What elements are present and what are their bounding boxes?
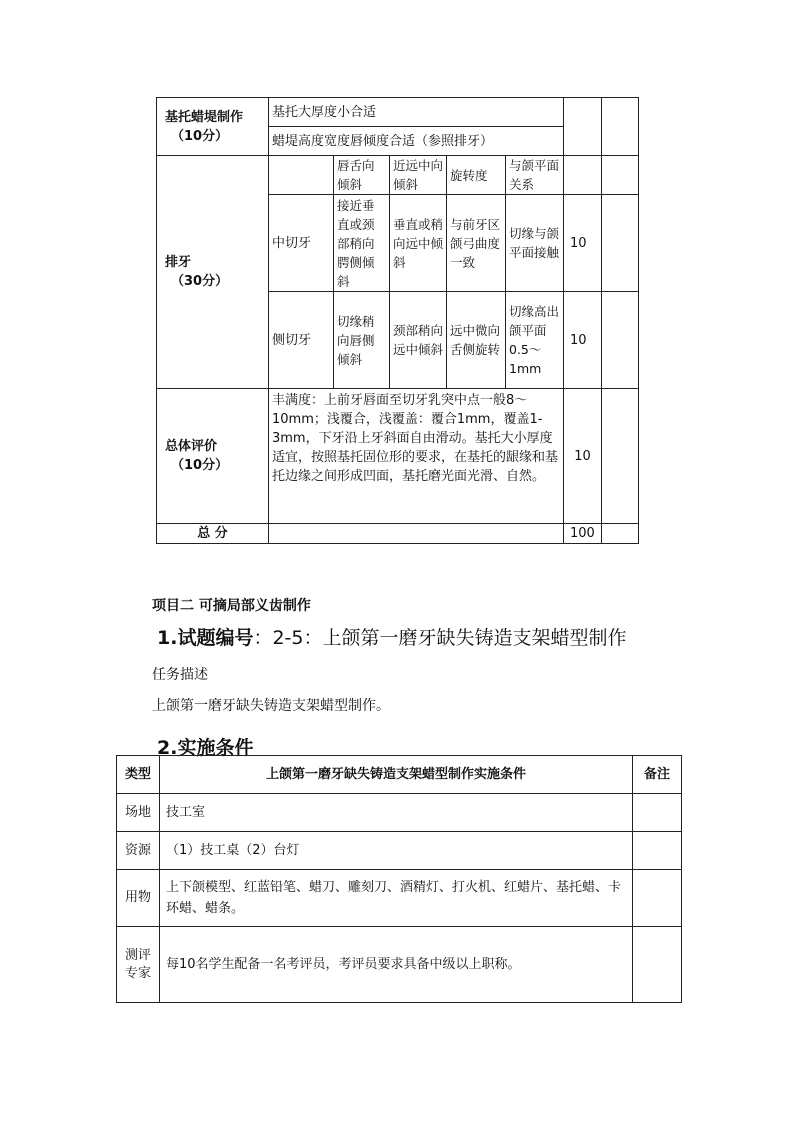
arrangement-category: 排牙 （30分） <box>157 156 269 389</box>
overall-category: 总体评价 （10分） <box>157 389 269 524</box>
exam-number-text: ：2-5：上颌第一磨牙缺失铸造支架蜡型制作 <box>253 627 627 649</box>
lateral-note <box>602 292 639 389</box>
overall-score: 10 <box>564 389 602 524</box>
base-wax-score <box>564 98 602 156</box>
lateral-labial: 切缘稍向唇侧倾斜 <box>334 292 390 389</box>
header-rotation: 旋转度 <box>447 156 506 195</box>
exam-number-heading <box>157 623 627 650</box>
content-supplies: 上下颌模型、红蓝铅笔、蜡刀、雕刻刀、酒精灯、打火机、红蜡片、基托蜡、卡环蜡、蜡条。 <box>160 870 633 927</box>
type-resource: 资源 <box>117 832 160 870</box>
content-site: 技工室 <box>160 794 633 832</box>
header-plane: 与颌平面关系 <box>506 156 564 195</box>
tooth-lateral: 侧切牙 <box>269 292 334 389</box>
note-resource <box>633 832 682 870</box>
base-wax-item-1: 基托大厚度小合适 <box>269 98 564 127</box>
total-label: 总 分 <box>157 524 269 544</box>
exam-number-label: 1.试题编号 <box>157 627 254 649</box>
content-assessor: 每10名学生配备一名考评员，考评员要求具备中级以上职称。 <box>160 927 633 1003</box>
overall-note <box>602 389 639 524</box>
lateral-plane: 切缘高出颌平面0.5～1mm <box>506 292 564 389</box>
type-supplies: 用物 <box>117 870 160 927</box>
central-score: 10 <box>564 195 602 292</box>
central-mesial: 垂直或稍向远中倾斜 <box>390 195 447 292</box>
conditions-table <box>116 755 682 1003</box>
note-site <box>633 794 682 832</box>
lateral-rotation: 远中微向舌侧旋转 <box>447 292 506 389</box>
lateral-score: 10 <box>564 292 602 389</box>
type-assessor: 测评专家 <box>117 927 160 1003</box>
central-rotation: 与前牙区颌弓曲度一致 <box>447 195 506 292</box>
content-resource: （1）技工桌（2）台灯 <box>160 832 633 870</box>
arrangement-header-note <box>602 156 639 195</box>
lateral-mesial: 颈部稍向远中倾斜 <box>390 292 447 389</box>
header-labial: 唇舌向倾斜 <box>334 156 390 195</box>
overall-text: 丰满度：上前牙唇面至切牙乳突中点一般8～10mm；浅覆合，浅覆盖：覆合1mm，覆盖1-3mm，下牙沿上牙斜面自由滑动。基托大小厚度适宜，按照基托固位形的要求，在基托的龈缘和基托边缘之间形成凹面，基托磨光面光滑、自然。 <box>269 389 564 524</box>
arrangement-blank <box>269 156 334 195</box>
base-wax-note <box>602 98 639 156</box>
task-text: 上颌第一磨牙缺失铸造支架蜡型制作。 <box>152 698 390 714</box>
base-wax-item-2: 蜡堤高度宽度唇倾度合适（参照排牙） <box>269 127 564 156</box>
header-main: 上颌第一磨牙缺失铸造支架蜡型制作实施条件 <box>160 756 633 794</box>
tooth-central: 中切牙 <box>269 195 334 292</box>
note-supplies <box>633 870 682 927</box>
score-table <box>156 97 639 544</box>
conditions-heading: 2.实施条件 <box>157 737 254 759</box>
central-plane: 切缘与颌平面接触 <box>506 195 564 292</box>
base-wax-category: 基托蜡堤制作 （10分） <box>157 98 269 156</box>
section-title: 项目二 可摘局部义齿制作 <box>152 598 311 614</box>
total-note <box>602 524 639 544</box>
central-note <box>602 195 639 292</box>
task-label: 任务描述 <box>152 667 208 683</box>
total-blank <box>269 524 564 544</box>
header-type: 类型 <box>117 756 160 794</box>
header-note: 备注 <box>633 756 682 794</box>
type-site: 场地 <box>117 794 160 832</box>
header-mesial: 近远中向倾斜 <box>390 156 447 195</box>
central-labial: 接近垂直或颈部稍向腭侧倾斜 <box>334 195 390 292</box>
note-assessor <box>633 927 682 1003</box>
total-score: 100 <box>564 524 602 544</box>
arrangement-header-score <box>564 156 602 195</box>
